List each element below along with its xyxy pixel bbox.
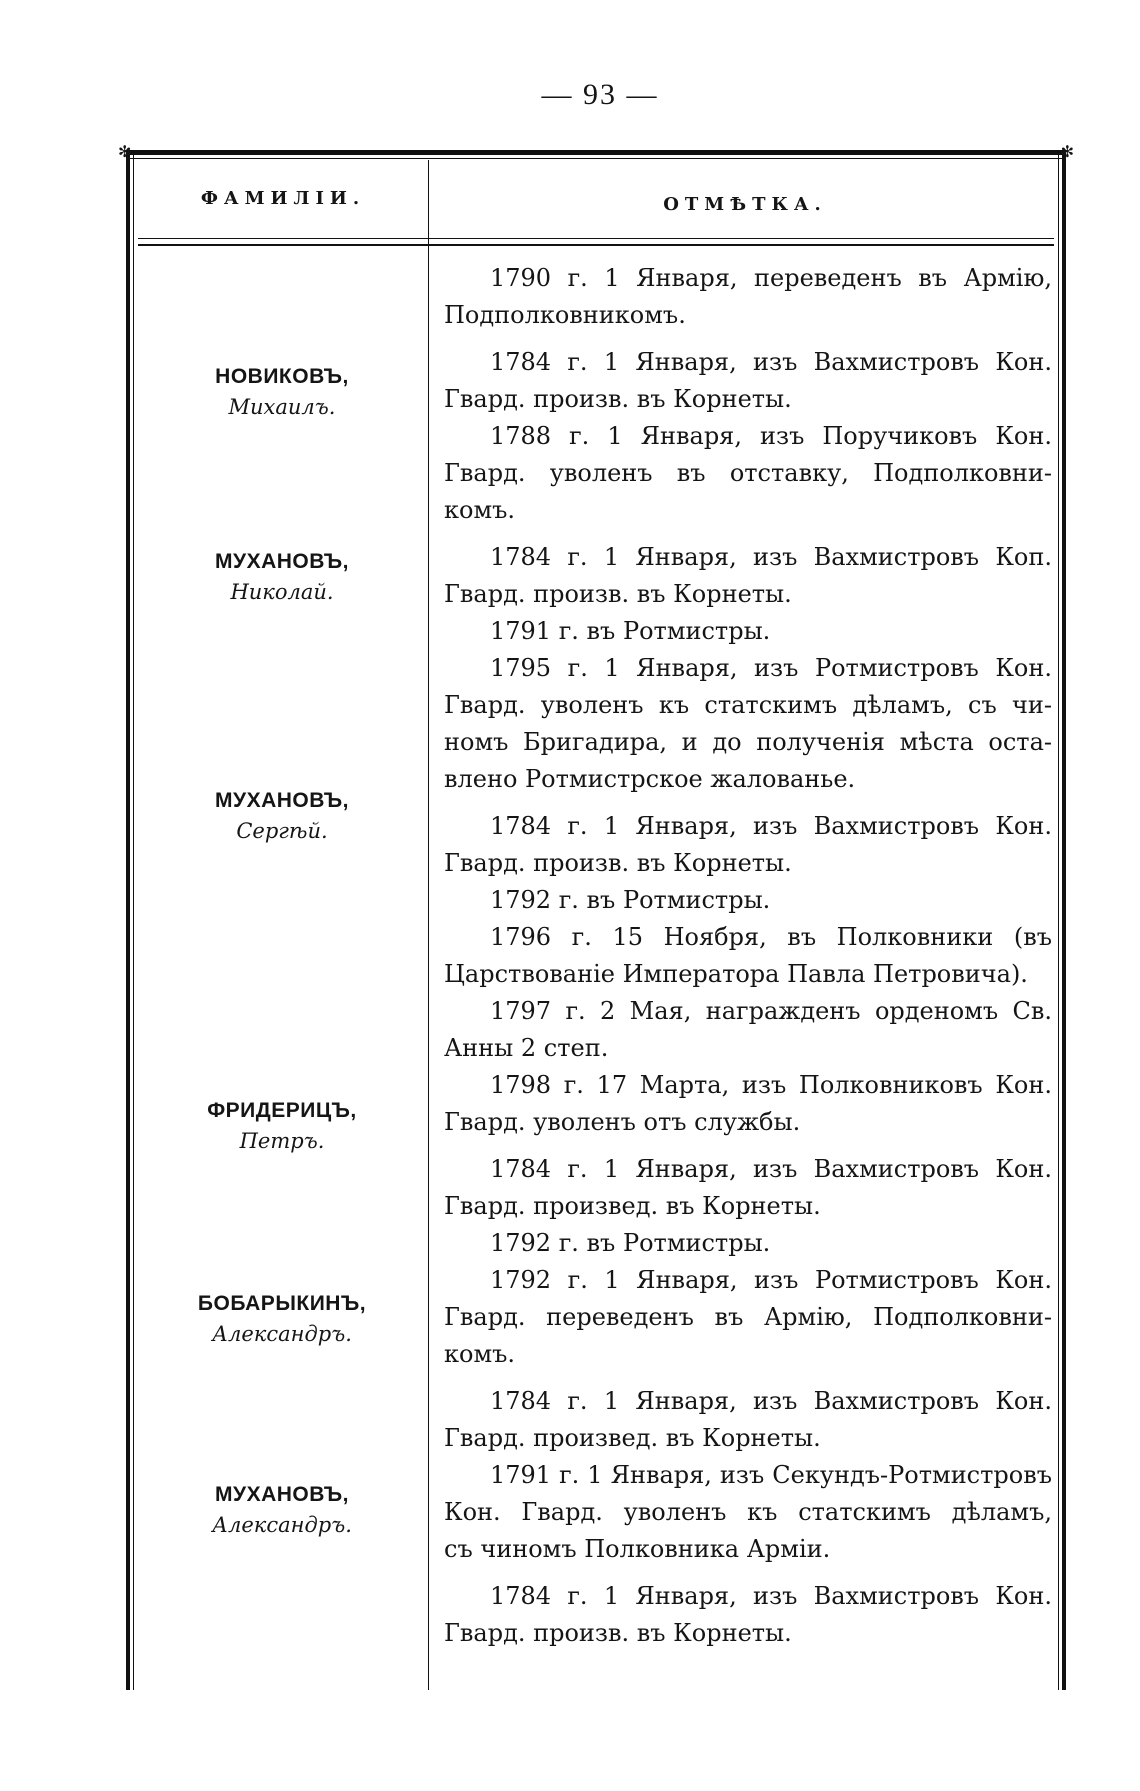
note-line: Гвард. произв. въ Корнеты.	[444, 385, 792, 413]
person-entry	[138, 1480, 426, 1540]
note-line: 1784 г. 1 Января, изъ Вахмистровъ Кон.	[490, 1387, 1052, 1415]
given-name: Михаилъ.	[228, 395, 336, 419]
given-name: Александръ.	[212, 1513, 352, 1537]
header-rule-double	[138, 244, 1054, 246]
note-line: Анны 2 степ.	[444, 1034, 609, 1062]
person-entry	[138, 362, 426, 422]
note-line: 1784 г. 1 Января, изъ Вахмистровъ Кон.	[490, 1582, 1052, 1610]
note-line: Гвард. уволенъ въ отставку, Подполковни-	[444, 459, 1052, 487]
given-name: Александръ.	[212, 1322, 352, 1346]
note-line: 1791 г. въ Ротмистры.	[490, 617, 771, 645]
table-border-top	[126, 150, 1066, 155]
note-line: 1788 г. 1 Января, изъ Поручиковъ Кон.	[490, 422, 1052, 450]
note-line: 1798 г. 17 Марта, изъ Полковниковъ Кон.	[490, 1071, 1052, 1099]
page-number: — 93 —	[541, 78, 659, 111]
surname: МУХАНОВЪ,	[215, 550, 349, 573]
note-line: Гвард. произв. въ Корнеты.	[444, 849, 792, 877]
header-rule	[138, 238, 1054, 239]
corner-ornament-right: ✻	[1060, 142, 1074, 161]
note-line: 1791 г. 1 Января, изъ Секундъ-Ротмистровъ	[490, 1461, 1052, 1489]
table-border-right-thin	[1058, 150, 1059, 1690]
note-line: Гвард. произвед. въ Корнеты.	[444, 1424, 821, 1452]
note-line: Царствованіе Императора Павла Петровича).	[444, 960, 1028, 988]
given-name: Сергѣй.	[236, 819, 328, 843]
note-line: 1784 г. 1 Января, изъ Вахмистровъ Кон.	[490, 1155, 1052, 1183]
note-line: влено Ротмистрское жалованье.	[444, 765, 856, 793]
table-border-top-thin	[126, 158, 1066, 159]
surname: НОВИКОВЪ,	[215, 365, 349, 388]
note-line: Гвард. произвед. въ Корнеты.	[444, 1192, 821, 1220]
note-line: 1792 г. 1 Января, изъ Ротмистровъ Кон.	[490, 1266, 1052, 1294]
note-line: комъ.	[444, 496, 516, 524]
surname: МУХАНОВЪ,	[215, 789, 349, 812]
note-line: 1795 г. 1 Января, изъ Ротмистровъ Кон.	[490, 654, 1052, 682]
given-name: Николай.	[230, 580, 334, 604]
note-line: Гвард. произв. въ Корнеты.	[444, 1619, 792, 1647]
register-table	[118, 142, 1074, 1690]
corner-ornament-left: ✻	[118, 142, 132, 161]
note-line: 1784 г. 1 Января, изъ Вахмистровъ Кон.	[490, 812, 1052, 840]
note-line: Гвард. уволенъ отъ службы.	[444, 1108, 801, 1136]
table-border-right	[1062, 150, 1066, 1690]
note-line: 1792 г. въ Ротмистры.	[490, 1229, 771, 1257]
note-line: Кон. Гвард. уволенъ къ статскимъ дѣламъ,	[444, 1498, 1052, 1526]
note-line: 1784 г. 1 Января, изъ Вахмистровъ Кон.	[490, 348, 1052, 376]
surname: МУХАНОВЪ,	[215, 1483, 349, 1506]
given-name: Петръ.	[239, 1129, 325, 1153]
note-line: номъ Бригадира, и до полученія мѣста оста-	[444, 728, 1052, 756]
note-line: 1792 г. въ Ротмистры.	[490, 886, 771, 914]
column-header-names: ФАМИЛІИ.	[200, 188, 366, 209]
surname: БОБАРЫКИНЪ,	[197, 1292, 367, 1315]
note-line: 1784 г. 1 Января, изъ Вахмистровъ Коп.	[490, 543, 1052, 571]
person-entry	[138, 786, 426, 846]
table-border-left-thin	[133, 150, 134, 1690]
note-line: Гвард. уволенъ къ статскимъ дѣламъ, съ чи-	[444, 691, 1052, 719]
person-entry	[138, 1289, 426, 1349]
note-line: Гвард. переведенъ въ Армію, Подполковни-	[444, 1303, 1052, 1331]
note-line: съ чиномъ Полковника Арміи.	[444, 1535, 831, 1563]
column-divider	[428, 160, 429, 1690]
note-line: 1796 г. 15 Ноября, въ Полковники (въ	[490, 923, 1052, 951]
person-entry	[138, 547, 426, 607]
note-line: 1790 г. 1 Января, переведенъ въ Армію,	[490, 264, 1052, 292]
note-line: Подполковникомъ.	[444, 301, 686, 329]
table-border-left	[126, 150, 130, 1690]
person-entry	[138, 1096, 426, 1156]
note-line: 1797 г. 2 Мая, награжденъ орденомъ Св.	[490, 997, 1052, 1025]
surname: ФРИДЕРИЦЪ,	[207, 1099, 357, 1122]
note-line: комъ.	[444, 1340, 516, 1368]
note-line: Гвард. произв. въ Корнеты.	[444, 580, 792, 608]
notes-column	[444, 260, 1052, 1652]
column-header-notes: ОТМѢТКА.	[663, 194, 827, 215]
